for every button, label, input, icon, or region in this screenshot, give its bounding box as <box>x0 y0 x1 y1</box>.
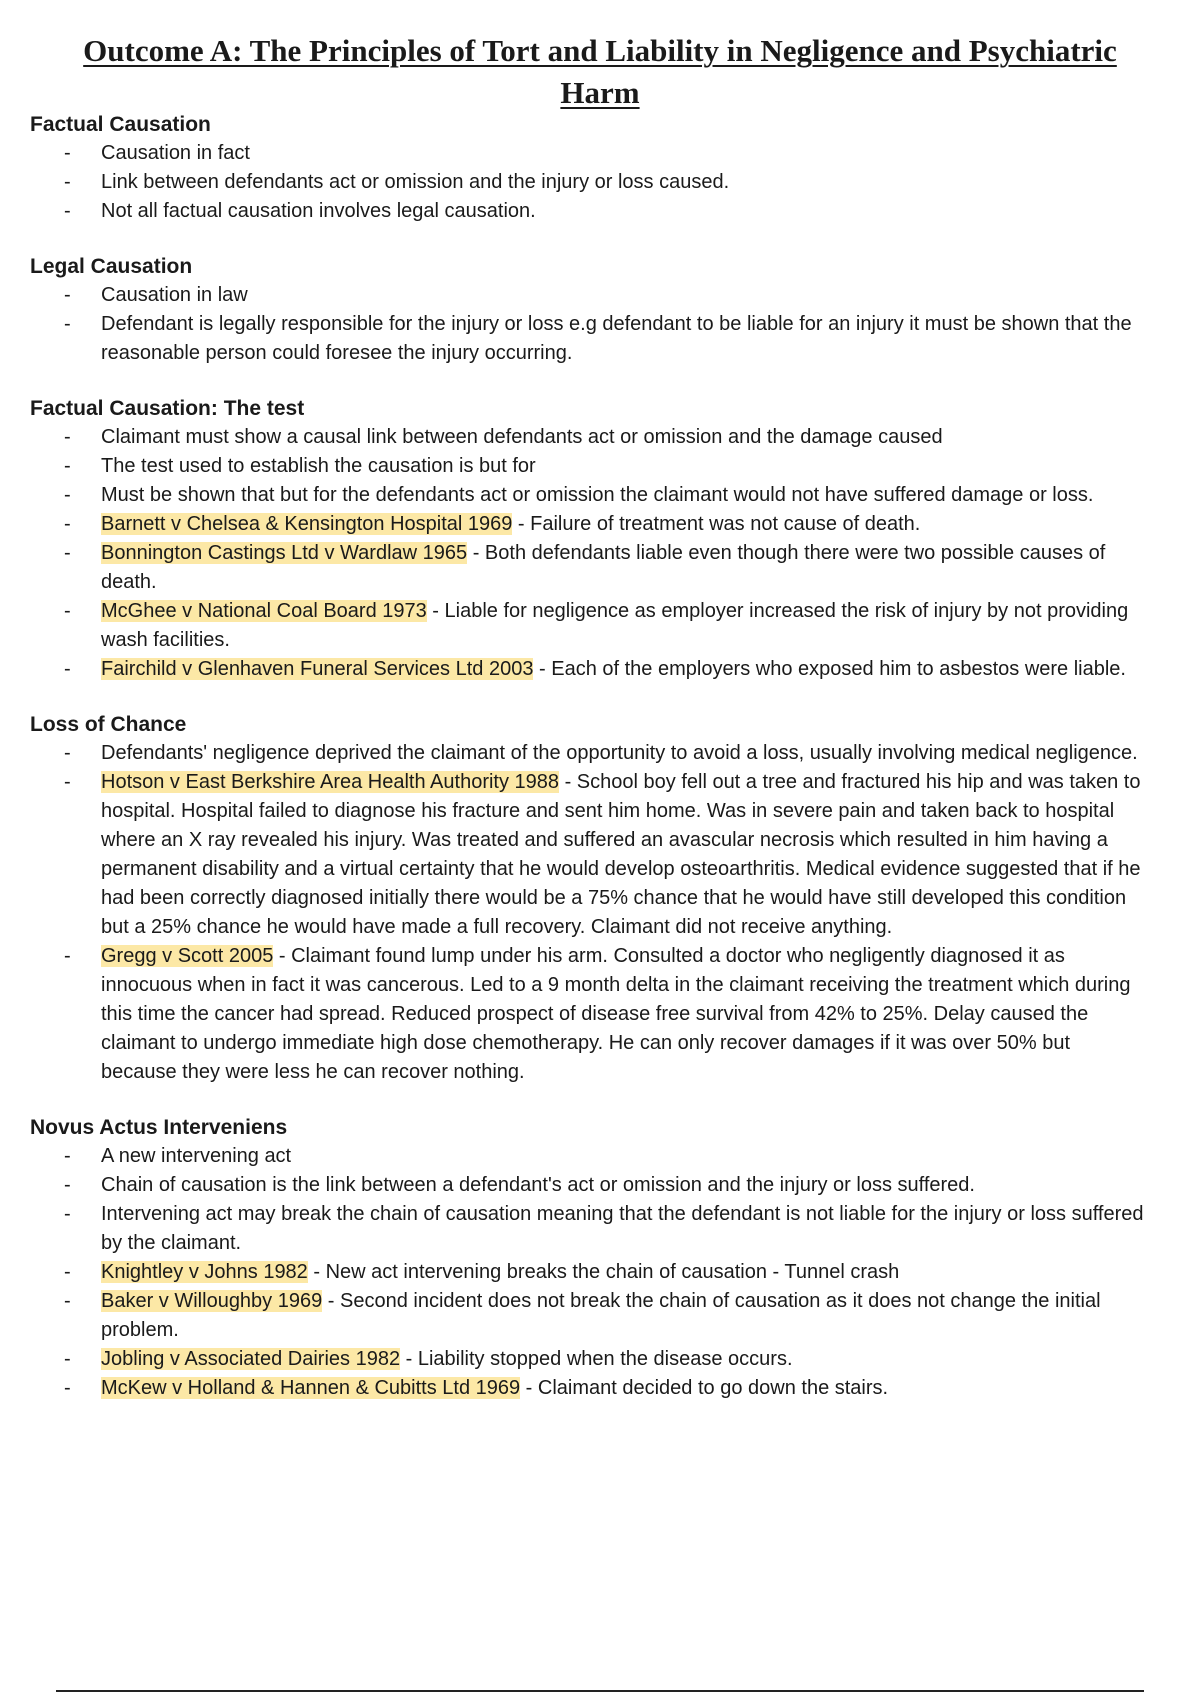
case-name-highlight: McKew v Holland & Hannen & Cubitts Ltd 1969 <box>101 1377 521 1399</box>
list-item <box>30 1258 1150 1287</box>
bullet-dash: - <box>64 513 71 535</box>
section-novus-actus-interveniens <box>30 1113 1150 1403</box>
section-heading: Legal Causation <box>30 255 193 278</box>
case-name-highlight: Knightley v Johns 1982 <box>101 1261 308 1283</box>
bullet-dash: - <box>64 171 71 193</box>
list-item <box>30 539 1150 597</box>
list-item-text: - New act intervening breaks the chain of causation - Tunnel crash <box>307 1261 900 1283</box>
list-item <box>30 281 1150 310</box>
case-name-highlight: Bonnington Castings Ltd v Wardlaw 1965 <box>101 542 468 564</box>
section-factual-causation-the-test <box>30 394 1150 684</box>
section-heading: Novus Actus Interveniens <box>30 1116 288 1139</box>
bullet-list <box>30 739 1150 1087</box>
list-item <box>30 510 1150 539</box>
bullet-dash: - <box>64 1174 71 1196</box>
list-item <box>30 739 1150 768</box>
list-item-text: - School boy fell out a tree and fractured his hip and was taken to hospital. Hospital failed to diagnose his fracture and sent him home. Was in severe pain and taken back to hospital where an X ray revealed his injury. Was treated and suffered an avascular necrosis which resulted in him having a permanent disability and a virtual certainty that he would develop osteoarthritis. Medical evidence suggested that if he had been correctly diagnosed initially there would be a 75% chance that he would have still developed this condition but a 25% chance he would have made a full recovery. Claimant did not receive anything. <box>101 771 1141 938</box>
list-item-text: - Liable for negligence as employer increased the risk of injury by not providing wash facilities. <box>101 600 1129 651</box>
list-item <box>30 597 1150 655</box>
list-item-text: - Both defendants liable even though there were two possible causes of death. <box>101 542 1106 593</box>
bullet-dash: - <box>64 1203 71 1225</box>
bullet-dash: - <box>64 142 71 164</box>
bullet-dash: - <box>64 945 71 967</box>
bullet-dash: - <box>64 742 71 764</box>
bullet-list <box>30 1142 1150 1403</box>
list-item <box>30 168 1150 197</box>
case-name-highlight: Fairchild v Glenhaven Funeral Services Ltd 2003 <box>101 658 534 680</box>
list-item-text: A new intervening act <box>101 1145 292 1167</box>
list-item-text: Causation in law <box>101 284 248 306</box>
bullet-dash: - <box>64 1377 71 1399</box>
bullet-dash: - <box>64 771 71 793</box>
list-item <box>30 1374 1150 1403</box>
section-factual-causation <box>30 110 1150 226</box>
list-item-text: - Second incident does not break the chain of causation as it does not change the initial problem. <box>101 1290 1101 1341</box>
list-item-text: - Failure of treatment was not cause of death. <box>512 513 921 535</box>
bullet-dash: - <box>64 542 71 564</box>
section-legal-causation <box>30 252 1150 368</box>
bullet-dash: - <box>64 658 71 680</box>
list-item <box>30 1171 1150 1200</box>
bullet-list <box>30 281 1150 368</box>
list-item-text: Causation in fact <box>101 142 250 164</box>
list-item-text: - Liability stopped when the disease occurs. <box>400 1348 793 1370</box>
document-body <box>30 110 1150 1429</box>
bullet-dash: - <box>64 200 71 222</box>
list-item <box>30 942 1150 1087</box>
list-item <box>30 139 1150 168</box>
case-name-highlight: Barnett v Chelsea & Kensington Hospital 1969 <box>101 513 513 535</box>
bullet-dash: - <box>64 600 71 622</box>
list-item <box>30 197 1150 226</box>
list-item <box>30 1200 1150 1258</box>
list-item <box>30 423 1150 452</box>
list-item-text: Defendants' negligence deprived the claimant of the opportunity to avoid a loss, usually involving medical negligence. <box>101 742 1138 764</box>
bullet-dash: - <box>64 313 71 335</box>
list-item-text: - Each of the employers who exposed him to asbestos were liable. <box>533 658 1126 680</box>
list-item <box>30 1142 1150 1171</box>
section-heading: Factual Causation <box>30 113 211 136</box>
page-title: Outcome A: The Principles of Tort and Liability in Negligence and Psychiatric Harm <box>83 33 1117 110</box>
case-name-highlight: Gregg v Scott 2005 <box>101 945 274 967</box>
list-item-text: The test used to establish the causation is but for <box>101 455 536 477</box>
case-name-highlight: Jobling v Associated Dairies 1982 <box>101 1348 401 1370</box>
bullet-dash: - <box>64 426 71 448</box>
bullet-list <box>30 423 1150 684</box>
list-item <box>30 655 1150 684</box>
bullet-dash: - <box>64 284 71 306</box>
section-loss-of-chance <box>30 710 1150 1087</box>
bullet-dash: - <box>64 484 71 506</box>
bullet-list <box>30 139 1150 226</box>
list-item <box>30 1287 1150 1345</box>
list-item-text: Not all factual causation involves legal causation. <box>101 200 536 222</box>
list-item-text: Chain of causation is the link between a defendant's act or omission and the injury or loss suffered. <box>101 1174 975 1196</box>
list-item-text: Claimant must show a causal link between defendants act or omission and the damage caused <box>101 426 943 448</box>
list-item-text: Defendant is legally responsible for the injury or loss e.g defendant to be liable for an injury it must be shown that the reasonable person could foresee the injury occurring. <box>101 313 1132 364</box>
bullet-dash: - <box>64 1290 71 1312</box>
list-item-text: Intervening act may break the chain of causation meaning that the defendant is not liable for the injury or loss suffered by the claimant. <box>101 1203 1144 1254</box>
list-item-text: Must be shown that but for the defendants act or omission the claimant would not have suffered damage or loss. <box>101 484 1094 506</box>
list-item-text: - Claimant decided to go down the stairs. <box>520 1377 889 1399</box>
bullet-dash: - <box>64 1261 71 1283</box>
case-name-highlight: McGhee v National Coal Board 1973 <box>101 600 427 622</box>
case-name-highlight: Baker v Willoughby 1969 <box>101 1290 323 1312</box>
page-bottom-rule <box>56 1690 1144 1692</box>
list-item <box>30 452 1150 481</box>
list-item-text: - Claimant found lump under his arm. Consulted a doctor who negligently diagnosed it as innocuous when in fact it was cancerous. Led to a 9 month delta in the claimant receiving the treatment which during this time the cancer had spread. Reduced prospect of disease free survival from 42% to 25%. Delay caused the claimant to undergo immediate high dose chemotherapy. He can only recover damages if it was over 50% but because they were less he can recover nothing. <box>101 945 1131 1083</box>
list-item <box>30 768 1150 942</box>
bullet-dash: - <box>64 1348 71 1370</box>
bullet-dash: - <box>64 455 71 477</box>
list-item-text: Link between defendants act or omission and the injury or loss caused. <box>101 171 730 193</box>
section-heading: Factual Causation: The test <box>30 397 305 420</box>
list-item <box>30 310 1150 368</box>
case-name-highlight: Hotson v East Berkshire Area Health Authority 1988 <box>101 771 560 793</box>
bullet-dash: - <box>64 1145 71 1167</box>
list-item <box>30 481 1150 510</box>
list-item <box>30 1345 1150 1374</box>
section-heading: Loss of Chance <box>30 713 187 736</box>
